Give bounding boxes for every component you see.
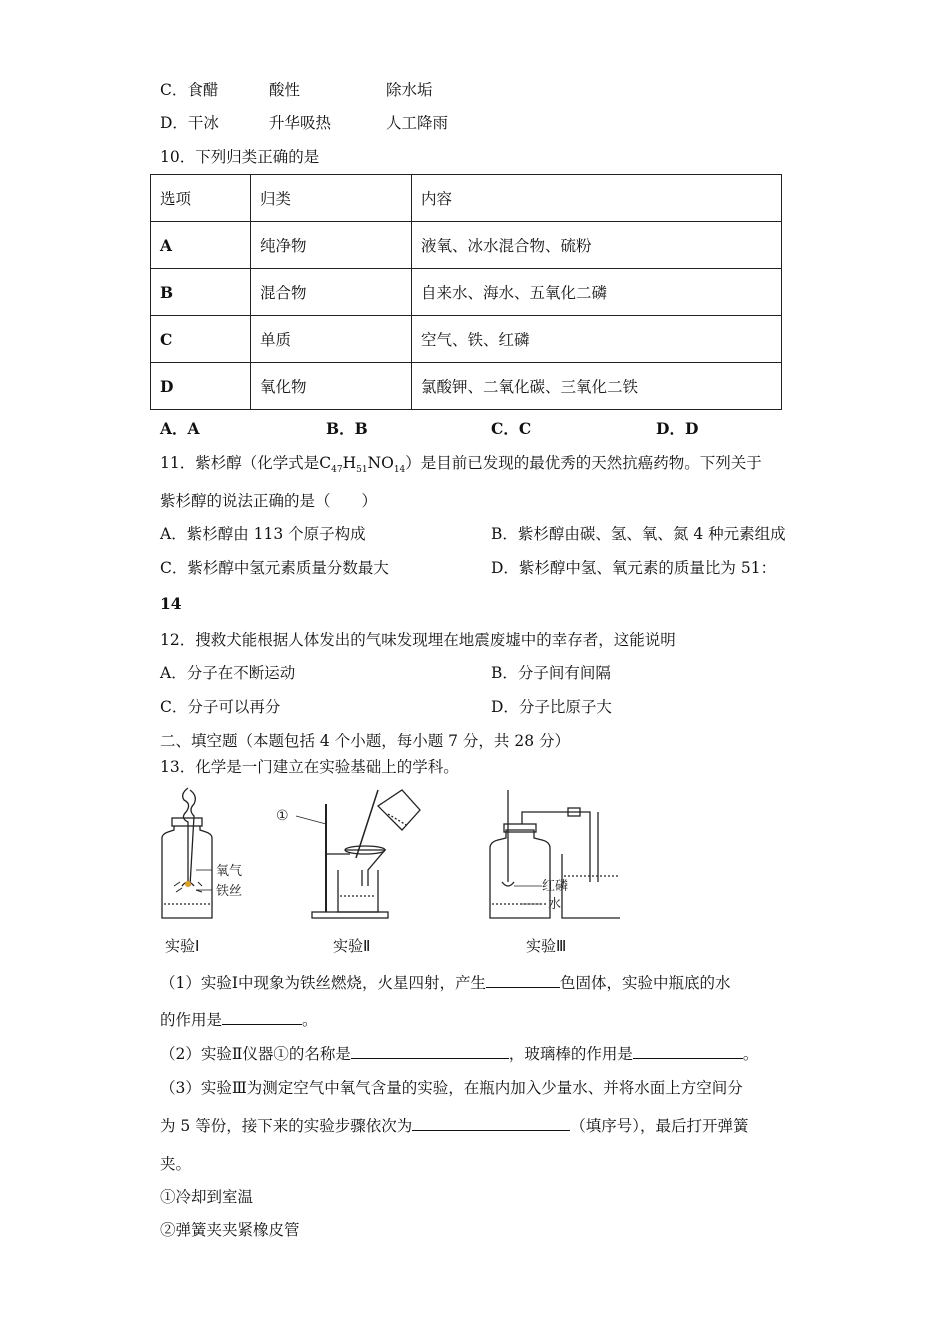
q13-part3: （3）实验Ⅲ为测定空气中氧气含量的实验，在瓶内加入少量水、并将水面上方空间分 (160, 1079, 743, 1097)
q11-stem-line2: 紫杉醇的说法正确的是（ ） (160, 492, 378, 510)
exp1-wire-label: 铁丝 (216, 884, 243, 899)
formula-no: NO (367, 454, 394, 472)
q13-p1-d: 。 (302, 1011, 318, 1029)
answer-blank-instrument[interactable] (351, 1044, 509, 1059)
q11-stem-a: 11．紫杉醇（化学式是 (160, 454, 320, 472)
q13-part1-cont (160, 1008, 318, 1030)
q10-choice-c: C．C (491, 419, 532, 438)
q13-part1 (160, 971, 731, 993)
table-header-row (151, 175, 782, 222)
q11-stem (160, 451, 762, 475)
exp1-caption: 实验Ⅰ (165, 937, 200, 955)
row-content: 氯酸钾、二氧化碳、三氧化二铁 (412, 363, 782, 410)
table-row (151, 316, 782, 363)
row-option: A (151, 222, 251, 269)
q11-option-c: C．紫杉醇中氢元素质量分数最大 (160, 559, 389, 577)
exp1-oxygen-label: 氧气 (216, 864, 243, 879)
q11-option-d: D．紫杉醇中氢、氧元素的质量比为 51： (491, 559, 777, 577)
q13-p2-a: （2）实验Ⅱ仪器①的名称是 (160, 1045, 351, 1063)
q13-p3-c: （填序号），最后打开弹簧 (570, 1117, 749, 1135)
exp2-marker-1: ① (276, 808, 289, 824)
answer-blank-color[interactable] (486, 973, 560, 988)
q13-step-2: ②弹簧夹夹紧橡皮管 (160, 1221, 300, 1239)
row-option: B (151, 269, 251, 316)
q13-stem: 13．化学是一门建立在实验基础上的学科。 (160, 758, 459, 776)
q12-option-c: C．分子可以再分 (160, 698, 281, 716)
q11-option-a: A．紫杉醇由 113 个原子构成 (160, 525, 366, 543)
row-category: 纯净物 (251, 222, 412, 269)
q11-option-d-cont: 14 (160, 594, 182, 613)
q13-step-1: ①冷却到室温 (160, 1188, 254, 1206)
q13-p2-c: 。 (742, 1045, 759, 1063)
q9-d-property: 升华吸热 (269, 114, 332, 132)
q9-d-label: D．干冰 (160, 114, 219, 132)
row-content: 空气、铁、红磷 (412, 316, 782, 363)
q9-option-c (160, 78, 218, 100)
row-category: 氧化物 (251, 363, 412, 410)
q13-p1-c: 的作用是 (160, 1011, 223, 1029)
answer-blank-steps[interactable] (412, 1116, 570, 1131)
q12-option-a: A．分子在不断运动 (160, 664, 296, 682)
q11-stem-b: ）是目前已发现的最优秀的天然抗癌药物。下列关于 (405, 454, 762, 472)
row-content: 液氧、冰水混合物、硫粉 (412, 222, 782, 269)
q9-c-property: 酸性 (269, 81, 301, 99)
exp3-caption: 实验Ⅲ (526, 937, 567, 955)
q13-part3-cont (160, 1114, 748, 1136)
q13-p1-b: 色固体，实验中瓶底的水 (560, 974, 731, 992)
formula-c: C (319, 454, 332, 472)
q13-part2 (160, 1042, 758, 1064)
answer-blank-rod-role[interactable] (633, 1044, 743, 1059)
exp1-figure (162, 788, 212, 918)
section-title: 二、填空题（本题包括 4 个小题，每小题 7 分，共 28 分） (160, 732, 571, 750)
row-category: 混合物 (251, 269, 412, 316)
exp3-water-label: 水 (548, 897, 562, 912)
q12-option-b: B．分子间有间隔 (491, 664, 611, 682)
formula-o-sub: 14 (393, 465, 406, 476)
q10-choice-a: A．A (160, 419, 200, 438)
formula-c-sub: 47 (331, 465, 343, 476)
row-content: 自来水、海水、五氧化二磷 (412, 269, 782, 316)
exp2-caption: 实验Ⅱ (333, 937, 371, 955)
header-content: 内容 (412, 175, 782, 222)
q10-choice-d: D．D (656, 419, 699, 438)
exp2-figure (296, 790, 420, 918)
q11-option-b: B．紫杉醇由碳、氢、氧、氮 4 种元素组成 (491, 525, 786, 543)
formula-h: H (342, 454, 357, 472)
q13-p3-b: 为 5 等份，接下来的实验步骤依次为 (160, 1117, 413, 1135)
q9-c-use: 除水垢 (386, 81, 433, 99)
q13-p1-a: （1）实验Ⅰ中现象为铁丝燃烧，火星四射，产生 (160, 974, 486, 992)
q12-stem: 12．搜救犬能根据人体发出的气味发现埋在地震废墟中的幸存者，这能说明 (160, 631, 676, 649)
row-option: C (151, 316, 251, 363)
table-row (151, 222, 782, 269)
table-row (151, 363, 782, 410)
header-option: 选项 (151, 175, 251, 222)
row-option: D (151, 363, 251, 410)
q13-part3-end: 夹。 (160, 1155, 192, 1173)
header-category: 归类 (251, 175, 412, 222)
answer-blank-water-role[interactable] (222, 1010, 302, 1025)
q10-table (150, 174, 782, 410)
q10-choice-b: B．B (326, 419, 368, 438)
q12-option-d: D．分子比原子大 (491, 698, 612, 716)
q13-p2-b: ，玻璃棒的作用是 (508, 1045, 633, 1063)
q9-c-label: C．食醋 (160, 81, 219, 99)
row-category: 单质 (251, 316, 412, 363)
exp3-phosphorus-label: 红磷 (542, 879, 569, 894)
q10-stem: 10．下列归类正确的是 (160, 148, 320, 166)
formula-h-sub: 51 (356, 465, 368, 476)
table-row (151, 269, 782, 316)
q9-d-use: 人工降雨 (386, 114, 449, 132)
q11-formula (319, 454, 406, 476)
q13-experiment-figures (150, 786, 620, 936)
